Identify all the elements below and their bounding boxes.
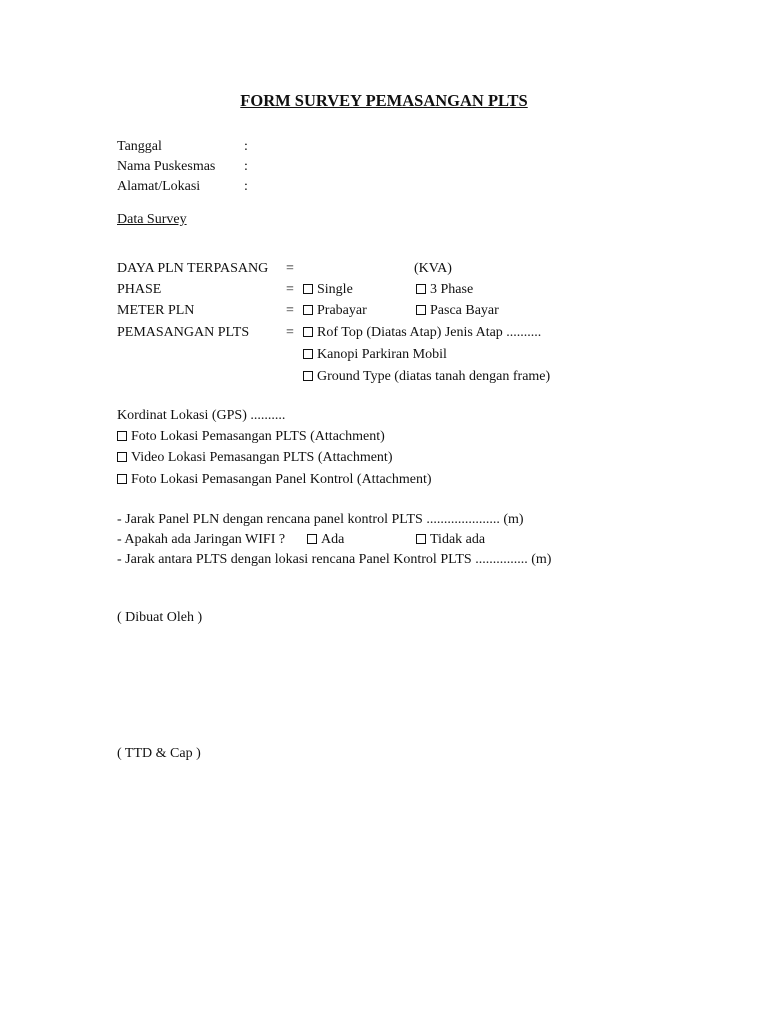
wifi-option-ada[interactable]: Ada bbox=[307, 531, 344, 549]
field-tanggal-label: Tanggal bbox=[117, 139, 162, 154]
checkbox-icon[interactable] bbox=[303, 349, 313, 359]
field-nama-puskesmas-label: Nama Puskesmas bbox=[117, 159, 216, 174]
wifi-option-tidak-ada[interactable]: Tidak ada bbox=[416, 531, 485, 549]
meter-option-prabayar[interactable]: Prabayar bbox=[303, 302, 367, 320]
wifi-question: - Apakah ada Jaringan WIFI ? bbox=[117, 532, 286, 547]
koordinat-gps: Kordinat Lokasi (GPS) .......... bbox=[117, 408, 286, 423]
attachment-video-plts[interactable]: Video Lokasi Pemasangan PLTS (Attachment) bbox=[117, 449, 392, 467]
phase-label: PHASE bbox=[117, 282, 162, 297]
field-nama-puskesmas-colon: : bbox=[244, 159, 248, 174]
pemasangan-option-kanopi[interactable]: Kanopi Parkiran Mobil bbox=[303, 346, 447, 364]
section-data-survey: Data Survey bbox=[117, 212, 187, 227]
meter-label: METER PLN bbox=[117, 303, 195, 318]
checkbox-icon[interactable] bbox=[303, 284, 313, 294]
checkbox-icon[interactable] bbox=[117, 474, 127, 484]
pemasangan-equals: = bbox=[286, 325, 294, 340]
checkbox-icon[interactable] bbox=[307, 534, 317, 544]
checkbox-icon[interactable] bbox=[416, 534, 426, 544]
checkbox-icon[interactable] bbox=[117, 431, 127, 441]
ttd-cap: ( TTD & Cap ) bbox=[117, 746, 201, 761]
daya-equals: = bbox=[286, 261, 294, 276]
phase-equals: = bbox=[286, 282, 294, 297]
daya-unit: (KVA) bbox=[414, 261, 452, 276]
meter-option-pasca-bayar[interactable]: Pasca Bayar bbox=[416, 302, 499, 320]
dibuat-oleh: ( Dibuat Oleh ) bbox=[117, 610, 203, 625]
checkbox-icon[interactable] bbox=[416, 284, 426, 294]
field-alamat-label: Alamat/Lokasi bbox=[117, 179, 201, 194]
field-alamat-colon: : bbox=[244, 179, 248, 194]
daya-label: DAYA PLN TERPASANG bbox=[117, 261, 269, 276]
pemasangan-option-rooftop[interactable]: Rof Top (Diatas Atap) Jenis Atap .......... bbox=[303, 324, 541, 342]
pemasangan-option-ground[interactable]: Ground Type (diatas tanah dengan frame) bbox=[303, 368, 550, 386]
pemasangan-label: PEMASANGAN PLTS bbox=[117, 325, 250, 340]
attachment-foto-panel-kontrol[interactable]: Foto Lokasi Pemasangan Panel Kontrol (Attachment) bbox=[117, 471, 432, 489]
checkbox-icon[interactable] bbox=[303, 305, 313, 315]
form-title: FORM SURVEY PEMASANGAN PLTS bbox=[240, 91, 528, 110]
checkbox-icon[interactable] bbox=[416, 305, 426, 315]
checkbox-icon[interactable] bbox=[117, 452, 127, 462]
field-tanggal-colon: : bbox=[244, 139, 248, 154]
meter-equals: = bbox=[286, 303, 294, 318]
jarak-plts-panel-kontrol: - Jarak antara PLTS dengan lokasi rencana Panel Kontrol PLTS ............... (m) bbox=[117, 552, 552, 567]
phase-option-3phase[interactable]: 3 Phase bbox=[416, 281, 473, 299]
attachment-foto-plts[interactable]: Foto Lokasi Pemasangan PLTS (Attachment) bbox=[117, 428, 385, 446]
checkbox-icon[interactable] bbox=[303, 327, 313, 337]
jarak-panel-pln: - Jarak Panel PLN dengan rencana panel kontrol PLTS ..................... (m) bbox=[117, 512, 524, 527]
phase-option-single[interactable]: Single bbox=[303, 281, 353, 299]
checkbox-icon[interactable] bbox=[303, 371, 313, 381]
